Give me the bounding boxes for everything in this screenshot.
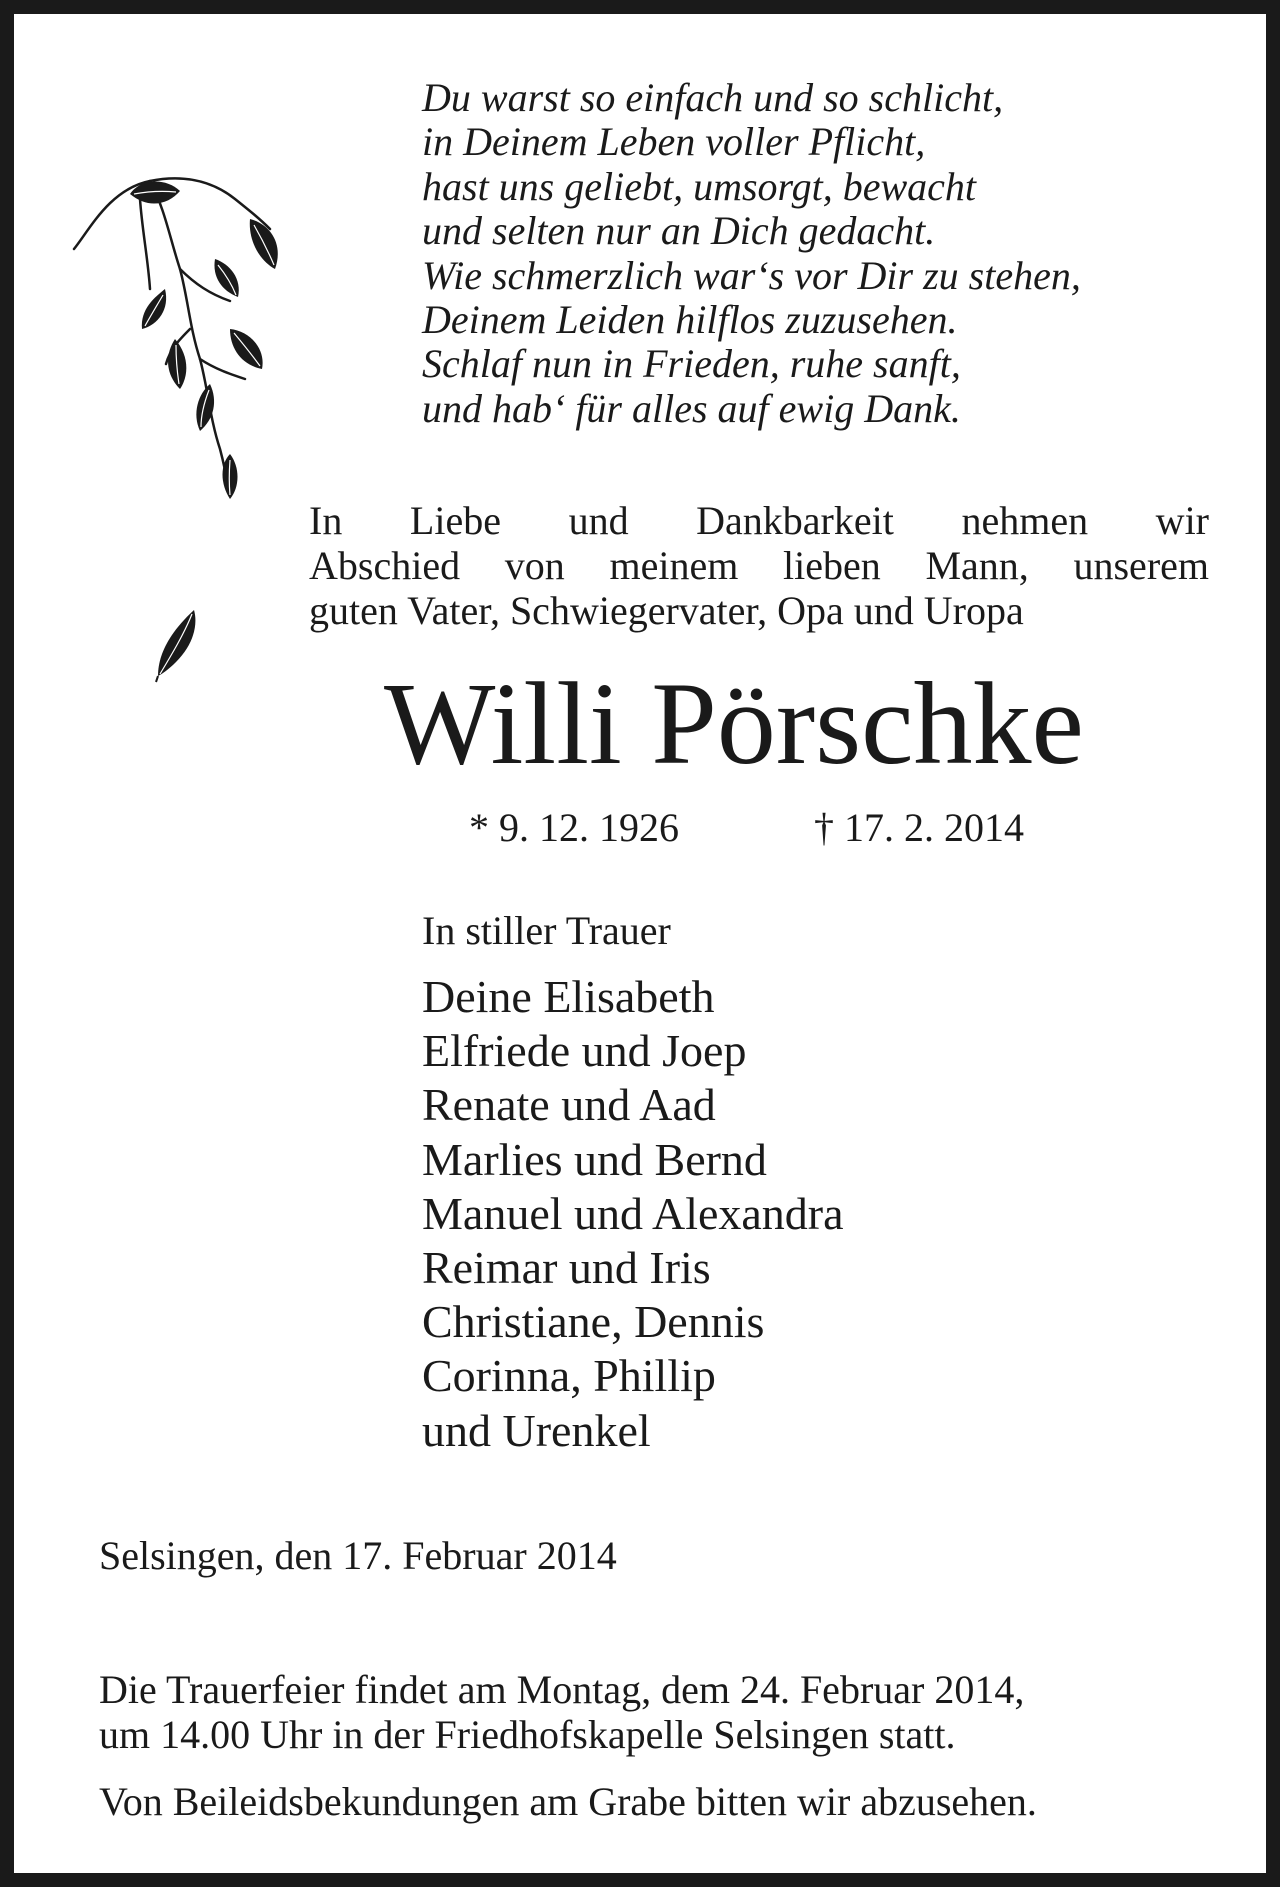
memorial-poem — [422, 76, 1222, 431]
mourner-name: Christiane, Dennis — [422, 1296, 765, 1348]
mourner-name: Elfriede und Joep — [422, 1025, 747, 1077]
mourners-list — [422, 970, 1122, 1458]
poem-line: Deinem Leiden hilflos zuzusehen. — [422, 297, 958, 343]
funeral-line: um 14.00 Uhr in der Friedhofskapelle Selsingen statt. — [99, 1712, 956, 1757]
poem-line: Du warst so einfach und so schlicht, — [422, 75, 1004, 120]
farewell-intro — [309, 498, 1209, 633]
deceased-name: Willi Pörschke — [384, 658, 1084, 789]
mourner-name: Reimar und Iris — [422, 1242, 711, 1294]
birth-date: * 9. 12. 1926 — [469, 805, 679, 850]
place-and-date: Selsingen, den 17. Februar 2014 — [99, 1533, 617, 1578]
intro-line: Abschied von meinem lieben Mann, unserem — [309, 543, 1209, 588]
mourner-name: Marlies und Bernd — [422, 1133, 767, 1185]
poem-line: Schlaf nun in Frieden, ruhe sanft, — [422, 341, 961, 387]
poem-line: Wie schmerzlich war‘s vor Dir zu stehen, — [422, 252, 1081, 298]
intro-line: In Liebe und Dankbarkeit nehmen wir — [309, 498, 1209, 543]
funeral-notice — [99, 1667, 1229, 1757]
mourner-name: Renate und Aad — [422, 1079, 716, 1131]
intro-line: guten Vater, Schwiegervater, Opa und Uropa — [309, 588, 1024, 633]
poem-line: und hab‘ für alles auf ewig Dank. — [422, 385, 961, 431]
falling-leaf-icon — [154, 604, 204, 684]
poem-line: und selten nur an Dich gedacht. — [422, 208, 936, 254]
mourner-name: Manuel und Alexandra — [422, 1187, 844, 1239]
death-date: † 17. 2. 2014 — [814, 805, 1024, 850]
mourner-name: und Urenkel — [422, 1404, 651, 1456]
poem-line: hast uns geliebt, umsorgt, bewacht — [422, 163, 977, 209]
mourner-name: Corinna, Phillip — [422, 1350, 716, 1402]
mourner-name: Deine Elisabeth — [422, 971, 715, 1022]
mourning-heading: In stiller Trauer — [422, 908, 671, 953]
birch-branch-icon — [70, 169, 300, 509]
poem-line: in Deinem Leben voller Pflicht, — [422, 119, 926, 165]
funeral-line: Die Trauerfeier findet am Montag, dem 24. Februar 2014, — [99, 1667, 1025, 1712]
condolence-note: Von Beileidsbekundungen am Grabe bitten wir abzusehen. — [99, 1779, 1037, 1824]
